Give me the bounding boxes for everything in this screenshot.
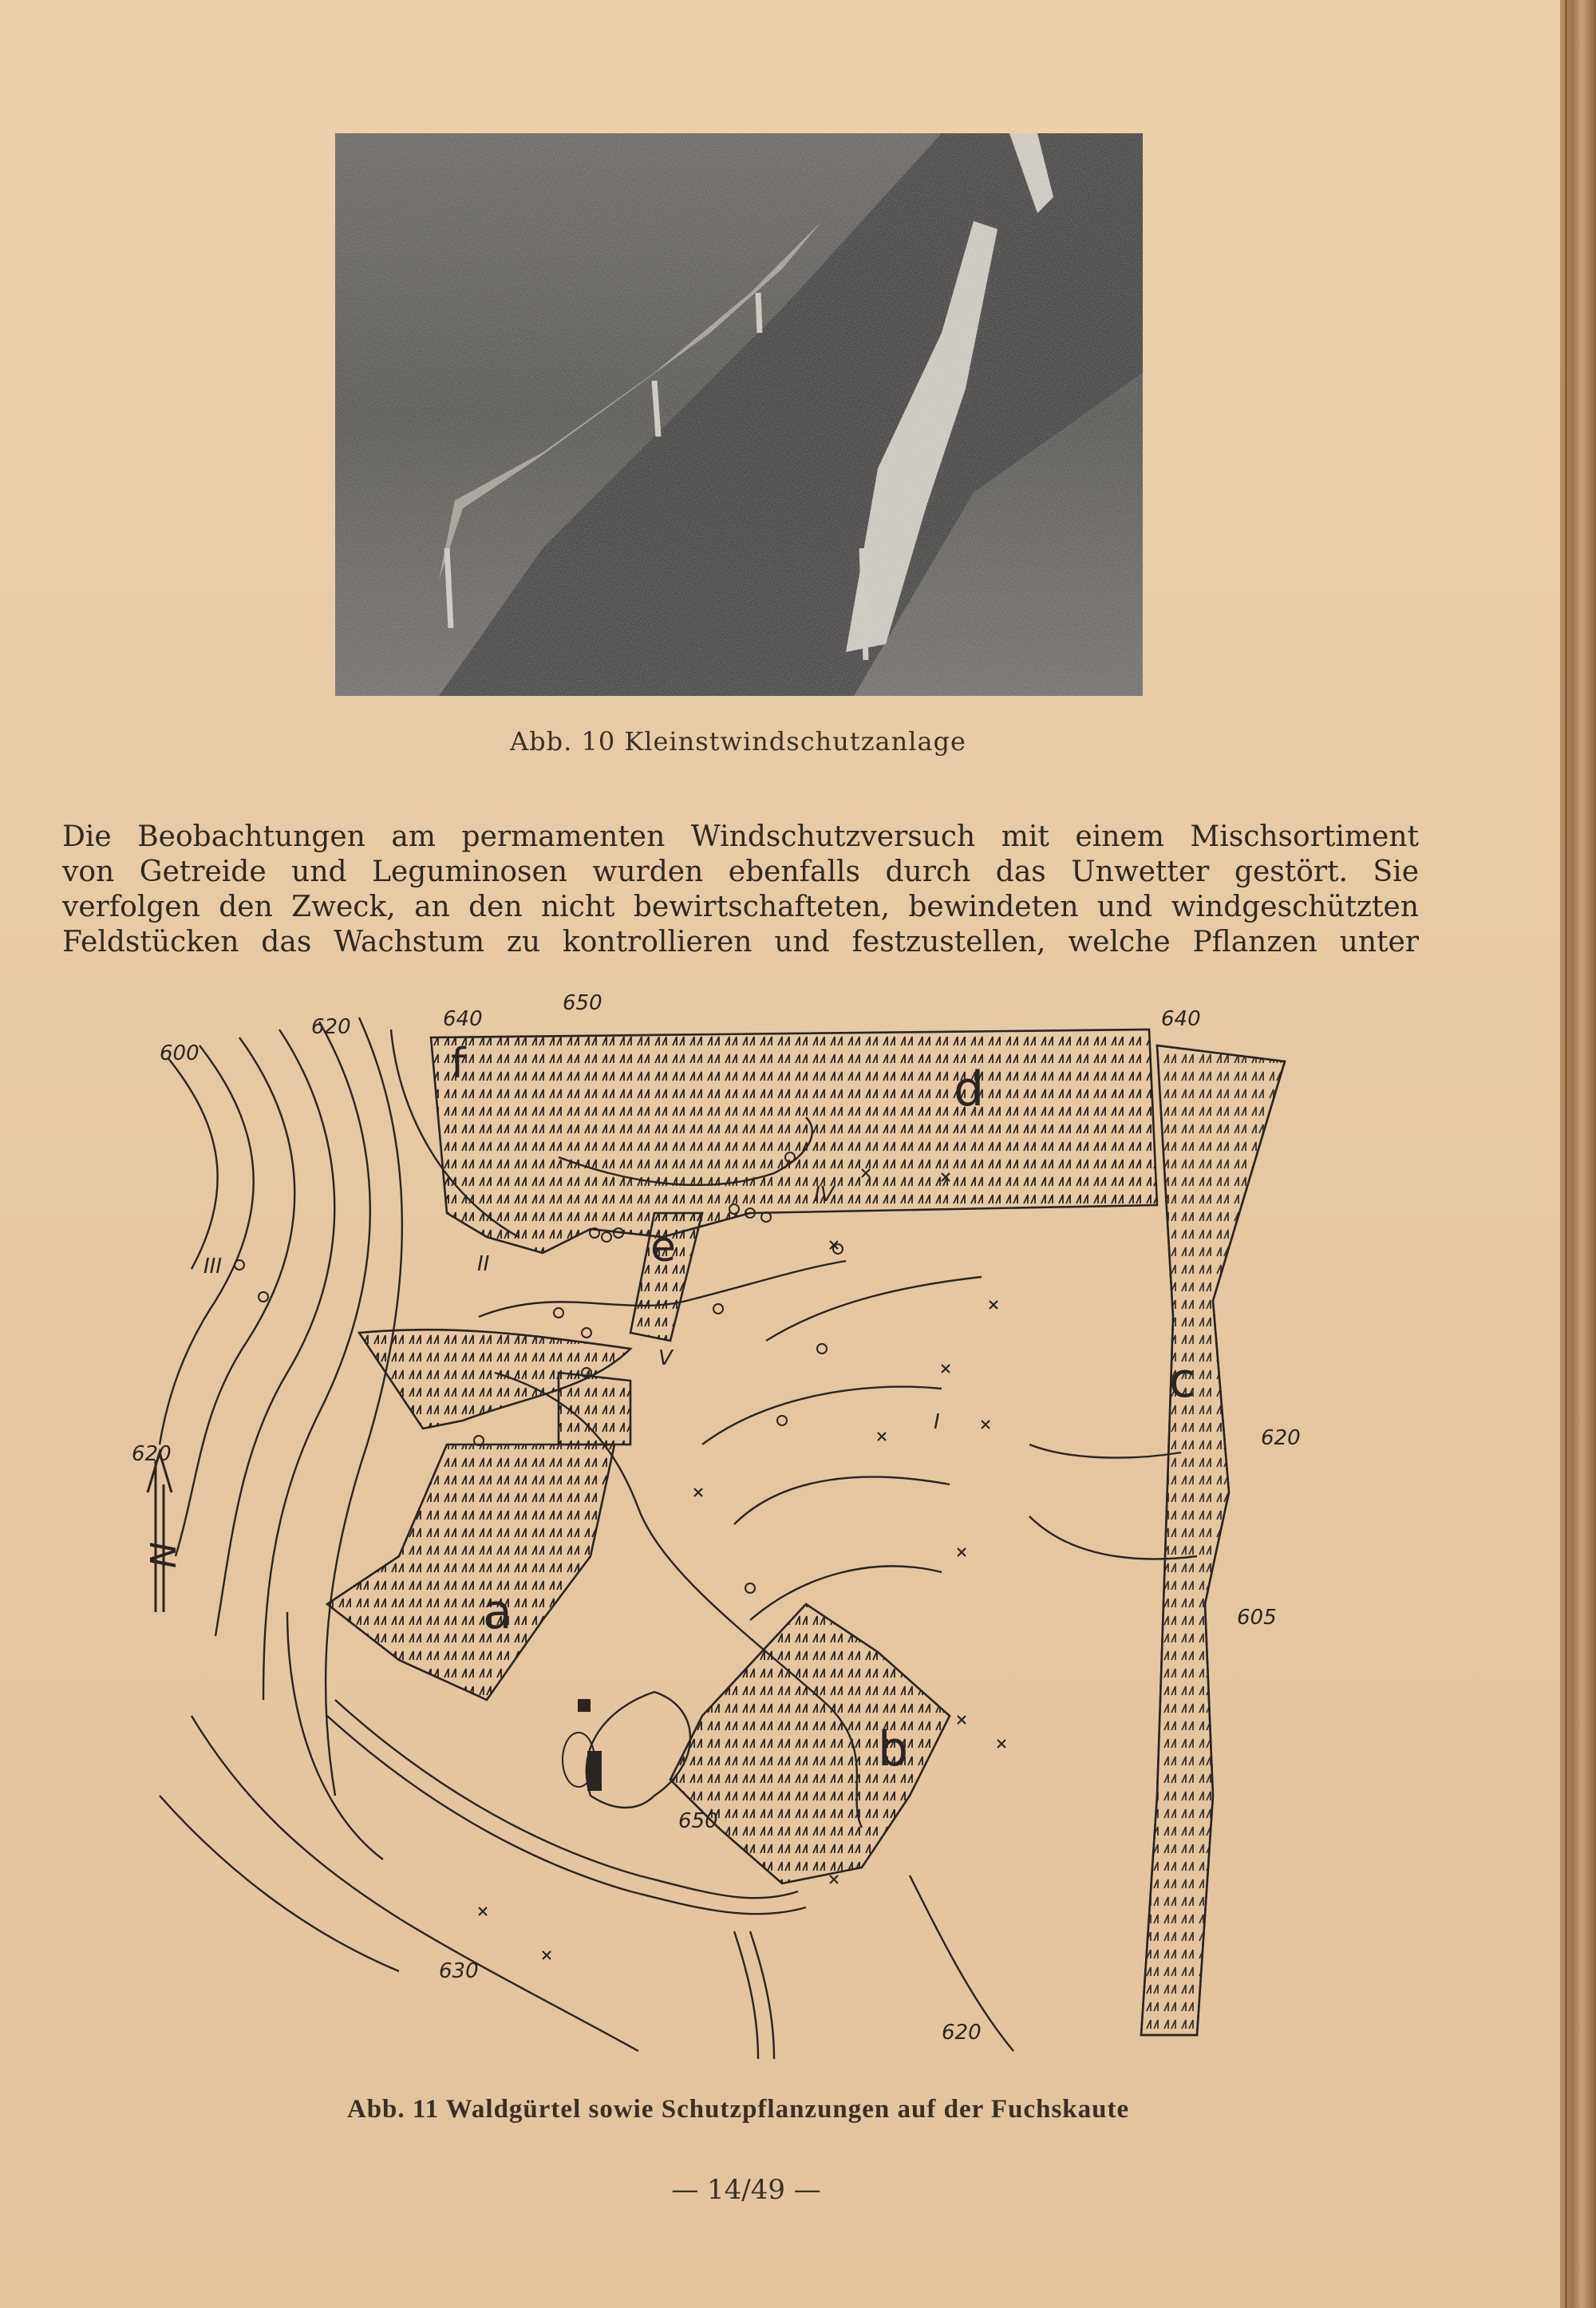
paragraph-line: Die Beobachtungen am permamenten Windschutzversuch mit einem Mischsortiment <box>62 820 1419 853</box>
body-paragraph <box>62 820 1419 960</box>
zone-label: d <box>954 1061 985 1117</box>
site-label: I <box>934 1410 940 1434</box>
fuchskaute-map <box>132 991 1325 2059</box>
contour-label: 640 <box>443 1007 483 1031</box>
windbreak-photo <box>335 133 1143 696</box>
paragraph-line: verfolgen den Zweck, an den nicht bewirtschafteten, bewindeten und windgeschützten <box>62 891 1419 923</box>
contour-label: 630 <box>439 1959 479 1983</box>
fuchskaute-map-drawing <box>132 991 1325 2059</box>
north-label: N <box>144 1542 184 1568</box>
paragraph-line: von Getreide und Leguminosen wurden ebenfalls durch das Unwetter gestört. Sie <box>62 856 1419 888</box>
contour-label: 620 <box>942 2021 982 2045</box>
paragraph-line: Feldstücken das Wachstum zu kontrollieren und festzustellen, welche Pflanzen unter <box>62 926 1419 958</box>
page-number: — 14/49 — <box>671 2174 821 2206</box>
north-arrow-icon <box>148 1452 172 1612</box>
zone-label: b <box>878 1721 909 1777</box>
contour-label: 650 <box>563 991 602 1015</box>
site-label: IV <box>814 1183 835 1207</box>
contour-label: 620 <box>132 1442 172 1466</box>
contour-label: 620 <box>311 1015 351 1039</box>
zone-label: c <box>1169 1353 1195 1409</box>
site-label: V <box>658 1346 673 1370</box>
windbreak-photo-image <box>335 133 1143 696</box>
figure-11-caption: Abb. 11 Waldgürtel sowie Schutzpflanzungen auf der Fuchskaute <box>346 2095 1130 2124</box>
contour-label: 620 <box>1261 1426 1301 1450</box>
book-spine-edge <box>1560 0 1596 2308</box>
figure-10-caption: Abb. 10 Kleinstwindschutzanlage <box>510 726 966 757</box>
zone-label: e <box>650 1223 676 1271</box>
contour-label: 640 <box>1161 1007 1201 1031</box>
contour-label: 650 <box>678 1809 718 1833</box>
contour-label: 605 <box>1237 1606 1277 1630</box>
zone-label: f <box>451 1040 466 1088</box>
zone-label: a <box>483 1584 512 1640</box>
site-label: II <box>477 1252 490 1276</box>
site-label: III <box>203 1255 223 1278</box>
contour-label: 600 <box>160 1041 200 1065</box>
